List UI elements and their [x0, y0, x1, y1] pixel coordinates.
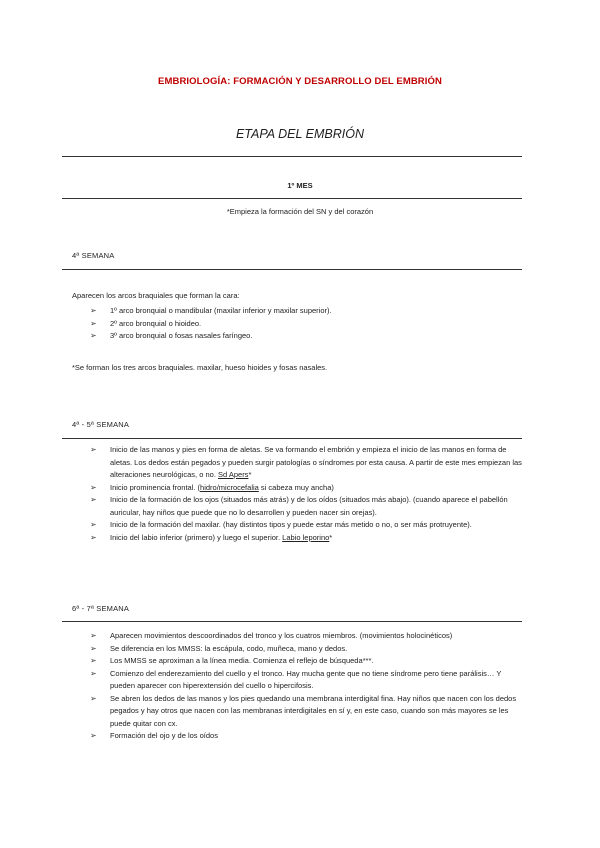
document-subtitle: ETAPA DEL EMBRIÓN	[235, 127, 365, 141]
list-item: ➢ Aparecen movimientos descoordinados del tronco y los cuatros miembros. (movimientos holocinéticos)	[90, 630, 522, 643]
arrow-bullet-icon: ➢	[90, 631, 97, 640]
month-heading: 1º MES	[287, 181, 313, 190]
list-item: ➢ Se diferencia en los MMSS: la escápula, codo, muñeca, mano y dedos.	[90, 643, 522, 656]
divider	[62, 198, 522, 199]
list-item: ➢ Comienzo del enderezamiento del cuello y el tronco. Hay mucha gente que no tiene síndrome pero tiene parálisis… Y pueden aparecer con hiperextensión del cuello o hipercifosis.	[90, 668, 502, 690]
list-item: ➢ Se abren los dedos de las manos y los pies quedando una membrana interdigital fina. Hay niños que nacen con los dedos pegados y hay otros que nacen con las membranas interdigitales en sí y, en este caso, cuando son más mayores se les puede quitar con cx.	[90, 693, 517, 728]
list-item: ➢ Inicio de las manos y pies en forma de aletas. Se va formando el embrión y empieza el inicio de las manos en forma de aletas. Los dedos están pegados y pueden surgir patologías o síndromes por esta causa. A partir de este mes empiezan las alteraciones neurológicas, o no. Sd Apers*	[90, 445, 522, 479]
section-heading-week-4: 4ª SEMANA	[72, 251, 115, 260]
list-item: ➢ Los MMSS se aproximan a la línea media. Comienza el reflejo de búsqueda***.	[90, 655, 522, 668]
list-item: ➢ 1º arco bronquial o mandibular (maxilar inferior y maxilar superior).	[90, 305, 510, 318]
section-intro: Aparecen los arcos braquiales que forman la cara:	[72, 291, 240, 300]
section-heading-week-6-7: 6ª - 7ª SEMANA	[72, 604, 130, 613]
list-item: ➢ 2º arco bronquial o hioideo.	[90, 318, 510, 331]
arrow-bullet-icon: ➢	[90, 731, 97, 740]
arrow-bullet-icon: ➢	[90, 532, 97, 542]
arrow-bullet-icon: ➢	[90, 445, 97, 454]
arrow-bullet-icon: ➢	[90, 643, 97, 653]
arrow-bullet-icon: ➢	[90, 668, 97, 678]
divider	[62, 156, 522, 157]
month-note: *Empieza la formación del SN y del corazón	[226, 207, 374, 216]
list-item: ➢ 3º arco bronquial o fosas nasales faríngeo.	[90, 330, 510, 343]
section-heading-week-4-5: 4ª - 5ª SEMANA	[72, 420, 130, 429]
list-item: ➢ Formación del ojo y de los oídos	[90, 730, 522, 743]
list-item: ➢ Inicio del labio inferior (primero) y luego el superior. Labio leporino*	[90, 532, 522, 545]
week-6-7-list	[90, 630, 522, 743]
hydrocephaly-link[interactable]: hidro/microcefalia	[200, 482, 259, 492]
section-note: *Se forman los tres arcos braquiales. maxilar, hueso hioides y fosas nasales.	[72, 363, 328, 372]
arrow-bullet-icon: ➢	[90, 482, 97, 492]
arches-list	[90, 305, 510, 343]
list-item: ➢ Inicio prominencia frontal. (hidro/microcefalia si cabeza muy ancha)	[90, 482, 522, 495]
arrow-bullet-icon: ➢	[90, 306, 97, 315]
arrow-bullet-icon: ➢	[90, 520, 97, 529]
document-title: EMBRIOLOGÍA: FORMACIÓN Y DESARROLLO DEL EMBRIÓN	[158, 76, 442, 87]
arrow-bullet-icon: ➢	[90, 318, 97, 328]
divider	[62, 269, 522, 270]
arrow-bullet-icon: ➢	[90, 495, 97, 504]
cleft-lip-link[interactable]: Labio leporino	[282, 532, 330, 542]
week-4-5-list	[90, 444, 522, 544]
list-item: ➢ Inicio de la formación del maxilar. (hay distintos tipos y puede estar más metido o no, o ser más protruyente).	[90, 519, 522, 532]
divider	[62, 438, 522, 439]
arrow-bullet-icon: ➢	[90, 331, 97, 340]
list-item: ➢ Inicio de la formación de los ojos (situados más atrás) y de los oídos (situados más abajo). (cuando aparece el pabellón auricular, hay niños que puede que no lo desarrollen y pueden nacer sin orejas).	[90, 495, 508, 517]
syndrome-link[interactable]: Sd Apers	[218, 470, 249, 479]
arrow-bullet-icon: ➢	[90, 693, 97, 703]
arrow-bullet-icon: ➢	[90, 656, 97, 665]
divider	[62, 621, 522, 622]
